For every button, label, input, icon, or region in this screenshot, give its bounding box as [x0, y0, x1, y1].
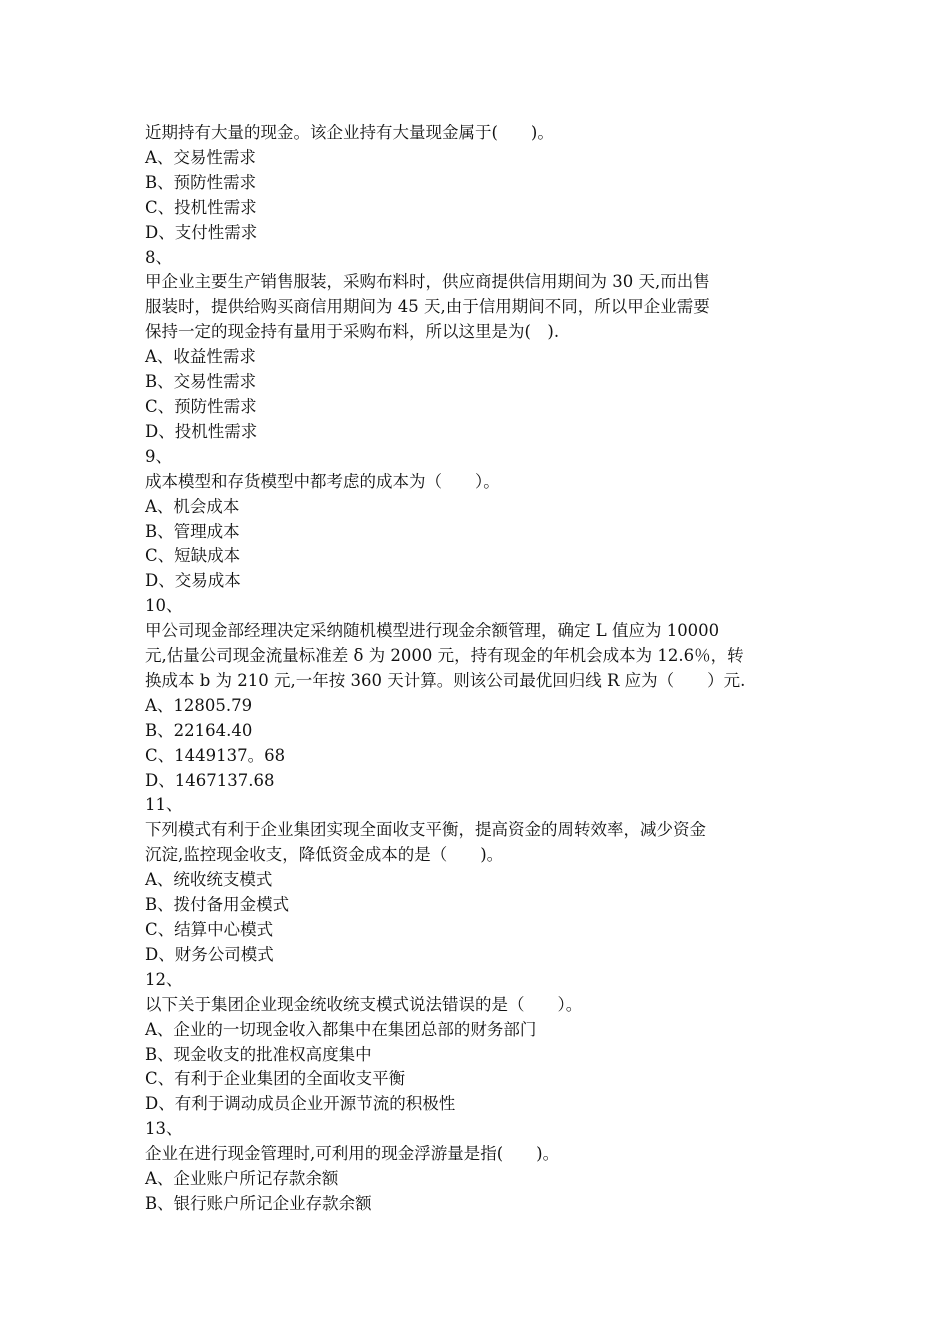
q12-option-b: B、现金收支的批准权高度集中: [145, 1044, 372, 1064]
q10-option-c: C、1449137。68: [145, 745, 286, 765]
question-13-number: 13、: [145, 1119, 183, 1139]
q12-option-d: D、有利于调动成员企业开源节流的积极性: [145, 1094, 456, 1114]
question-10-stem-line-2: 元,估量公司现金流量标准差 δ 为 2000 元，持有现金的年机会成本为 12.6％，转: [145, 646, 744, 666]
question-8-stem-line-1: 甲企业主要生产销售服装，采购布料时，供应商提供信用期间为 30 天,而出售: [145, 272, 710, 292]
question-7-stem: 近期持有大量的现金。该企业持有大量现金属于( )。: [145, 123, 554, 142]
q9-option-d: D、交易成本: [145, 571, 241, 591]
q13-option-a: A、企业账户所记存款余额: [145, 1169, 339, 1189]
q11-option-b: B、拨付备用金模式: [145, 895, 290, 915]
q7-option-d: D、支付性需求: [145, 222, 258, 242]
question-9-number: 9、: [145, 446, 172, 466]
q11-option-d: D、财务公司模式: [145, 944, 274, 964]
q7-option-a: A、交易性需求: [145, 147, 256, 167]
q10-option-a: A、12805.79: [145, 695, 253, 715]
question-9-stem: 成本模型和存货模型中都考虑的成本为（ ）。: [145, 471, 500, 491]
question-13-stem: 企业在进行现金管理时,可利用的现金浮游量是指( )。: [145, 1144, 560, 1164]
q9-option-a: A、机会成本: [145, 496, 240, 516]
q8-option-d: D、投机性需求: [145, 421, 258, 441]
question-11-stem-line-2: 沉淀,监控现金收支，降低资金成本的是（ )。: [145, 845, 504, 865]
question-12-stem: 以下关于集团企业现金统收统支模式说法错误的是（ ）。: [145, 994, 583, 1014]
q11-option-a: A、统收统支模式: [145, 870, 273, 890]
question-12-number: 12、: [145, 969, 183, 989]
q12-option-c: C、有利于企业集团的全面收支平衡: [145, 1069, 406, 1089]
q10-option-b: B、22164.40: [145, 720, 253, 740]
question-10-stem-line-1: 甲公司现金部经理决定采纳随机模型进行现金余额管理，确定 L 值应为 10000: [145, 621, 720, 641]
q9-option-b: B、管理成本: [145, 521, 240, 541]
document-page: [145, 121, 815, 1217]
q13-option-b: B、银行账户所记企业存款余额: [145, 1193, 372, 1213]
question-11-number: 11、: [145, 795, 183, 815]
question-10-stem-line-3: 换成本 b 为 210 元,一年按 360 天计算。则该公司最优回归线 R 应为（ ）元.: [145, 670, 746, 690]
q9-option-c: C、短缺成本: [145, 546, 241, 566]
q11-option-c: C、结算中心模式: [145, 920, 274, 939]
q8-option-b: B、交易性需求: [145, 372, 257, 392]
question-8-number: 8、: [145, 247, 172, 267]
q8-option-a: A、收益性需求: [145, 347, 256, 367]
q7-option-c: C、投机性需求: [145, 197, 257, 217]
q12-option-a: A、企业的一切现金收入都集中在集团总部的财务部门: [145, 1019, 537, 1039]
question-11-stem-line-1: 下列模式有利于企业集团实现全面收支平衡，提高资金的周转效率，减少资金: [145, 820, 706, 840]
question-8-stem-line-3: 保持一定的现金持有量用于采购布料，所以这里是为( ).: [145, 322, 560, 342]
question-10-number: 10、: [145, 596, 183, 616]
q7-option-b: B、预防性需求: [145, 172, 257, 192]
q8-option-c: C、预防性需求: [145, 396, 257, 416]
question-8-stem-line-2: 服装时，提供给购买商信用期间为 45 天,由于信用期间不同，所以甲企业需要: [145, 297, 710, 317]
q10-option-d: D、1467137.68: [145, 770, 275, 790]
